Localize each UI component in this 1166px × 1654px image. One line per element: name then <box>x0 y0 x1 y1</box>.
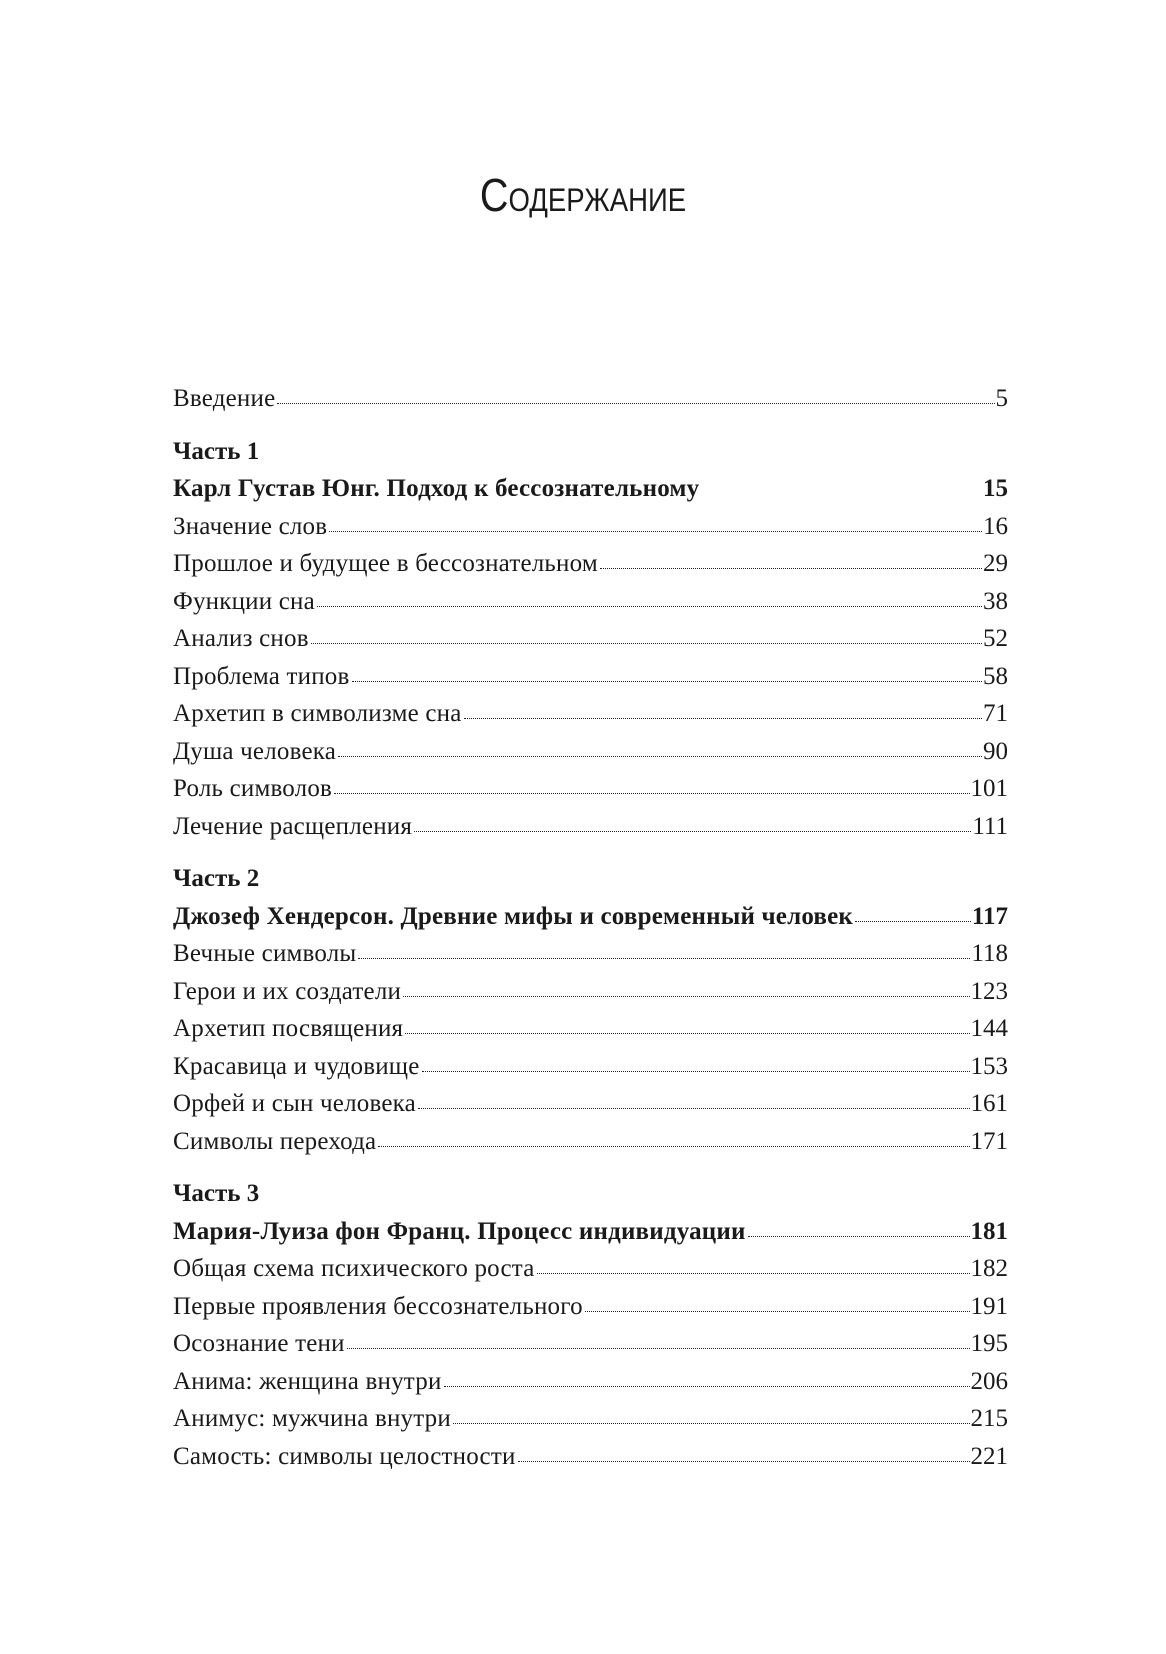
dot-leader <box>352 681 982 682</box>
dot-leader <box>464 718 982 719</box>
toc-entry-page: 90 <box>983 737 1008 765</box>
dot-leader <box>418 1108 970 1109</box>
toc-entry-label: Функции сна <box>173 587 315 615</box>
toc-entry-page: 29 <box>983 550 1008 577</box>
toc-entry-page: 16 <box>983 512 1008 540</box>
dot-leader <box>338 756 982 757</box>
toc-entry-page: 191 <box>970 1292 1008 1320</box>
toc-entry-page: 58 <box>983 662 1008 690</box>
dot-leader <box>405 1033 969 1034</box>
toc-entry[interactable] <box>173 1010 1008 1048</box>
toc-entry[interactable] <box>173 545 1008 583</box>
toc-entry-page: 206 <box>970 1367 1008 1395</box>
toc-entry[interactable] <box>173 1325 1008 1363</box>
toc-entry-label: Красавица и чудовище <box>173 1052 420 1080</box>
toc-entry-label: Анимус: мужчина внутри <box>173 1405 451 1432</box>
toc-entry[interactable] <box>173 1123 1008 1161</box>
toc-entry-page: 71 <box>983 700 1008 727</box>
part-heading: Часть 3 <box>173 1180 260 1207</box>
toc-entry[interactable] <box>173 1363 1008 1401</box>
toc-entry[interactable] <box>173 583 1008 621</box>
toc-entry-page: 123 <box>970 977 1008 1005</box>
dot-leader <box>453 1423 970 1424</box>
dot-leader <box>311 643 982 644</box>
toc-entry[interactable] <box>173 808 1008 846</box>
toc-entry-page: 5 <box>995 385 1008 412</box>
toc-entry-label: Архетип в символизме сна <box>173 700 462 727</box>
toc-entry-page: 161 <box>970 1090 1008 1117</box>
toc-entry[interactable] <box>173 1400 1008 1438</box>
toc-entry-label: Прошлое и будущее в бессознательном <box>173 550 598 577</box>
toc-entry-page: 52 <box>983 625 1008 652</box>
toc-entry[interactable] <box>173 508 1008 546</box>
dot-leader <box>334 793 969 794</box>
toc-entry-page: 117 <box>971 902 1008 930</box>
dot-leader <box>855 921 971 922</box>
toc-entry[interactable] <box>173 1438 1008 1476</box>
dot-leader <box>585 1311 970 1312</box>
toc-entry[interactable] <box>173 1085 1008 1123</box>
toc-entry-label: Джозеф Хендерсон. Древние мифы и современный человек <box>173 902 853 930</box>
part-heading: Часть 1 <box>173 437 260 465</box>
toc-entry-page: 181 <box>970 1217 1008 1245</box>
dot-leader <box>403 996 969 997</box>
toc-entry-page: 182 <box>970 1255 1008 1282</box>
toc-entry-label: Осознание тени <box>173 1330 345 1357</box>
toc-entry-page: 111 <box>972 812 1008 840</box>
dot-leader <box>518 1461 970 1462</box>
dot-leader <box>277 403 994 404</box>
toc-entry-label: Архетип посвящения <box>173 1015 404 1042</box>
toc-entry-label: Роль символов <box>173 775 333 802</box>
dot-leader <box>414 831 971 832</box>
toc-entry[interactable] <box>173 973 1008 1011</box>
toc-entry-label: Герои и их создатели <box>173 977 402 1005</box>
toc-entry[interactable] <box>173 935 1008 973</box>
page-title: Содержание <box>479 169 687 221</box>
toc-entry-page: 144 <box>970 1015 1008 1042</box>
toc-chapter-entry[interactable] <box>173 898 1008 936</box>
toc-entry-page: 38 <box>983 587 1008 615</box>
toc-entry-page: 15 <box>983 475 1008 502</box>
toc-chapter-entry[interactable] <box>173 1213 1008 1251</box>
dot-leader <box>347 1348 970 1349</box>
toc-entry-page: 215 <box>970 1405 1008 1432</box>
toc-entry-label: Общая схема психического роста <box>173 1255 535 1282</box>
dot-leader <box>317 606 982 607</box>
toc-entry-label: Орфей и сын человека <box>173 1090 416 1117</box>
toc-entry-label: Карл Густав Юнг. Подход к бессознательному <box>173 475 700 502</box>
toc-entry-label: Анима: женщина внутри <box>173 1367 442 1395</box>
dot-leader <box>537 1273 970 1274</box>
dot-leader <box>358 958 970 959</box>
dot-leader <box>748 1236 970 1237</box>
toc-entry-label: Символы перехода <box>173 1127 377 1155</box>
toc-entry-label: Лечение расщепления <box>173 812 413 840</box>
dot-leader <box>444 1386 970 1387</box>
toc-entry[interactable] <box>173 1048 1008 1086</box>
toc-entry-label: Значение слов <box>173 512 328 540</box>
toc-entry[interactable] <box>173 770 1008 808</box>
toc-parts <box>173 433 1008 1476</box>
table-of-contents <box>173 380 1008 1475</box>
toc-entry[interactable] <box>173 695 1008 733</box>
toc-entry-label: Первые проявления бессознательного <box>173 1292 583 1320</box>
toc-entry[interactable] <box>173 1288 1008 1326</box>
toc-entry-label: Вечные символы <box>173 940 357 967</box>
toc-entry[interactable] <box>173 733 1008 771</box>
dot-leader <box>378 1146 969 1147</box>
toc-entry-label: Душа человека <box>173 737 337 765</box>
toc-entry-page: 171 <box>970 1127 1008 1155</box>
toc-entry-label: Проблема типов <box>173 662 350 690</box>
toc-entry[interactable] <box>173 658 1008 696</box>
toc-entry-label: Введение <box>173 385 276 412</box>
toc-entry-page: 118 <box>971 940 1008 967</box>
toc-entry-page: 195 <box>970 1330 1008 1357</box>
dot-leader <box>422 1071 970 1072</box>
toc-chapter-entry[interactable] <box>173 470 1008 508</box>
toc-entry-label: Мария-Луиза фон Франц. Процесс индивидуации <box>173 1217 746 1245</box>
toc-entry-intro[interactable] <box>173 380 1008 418</box>
toc-entry-page: 101 <box>970 775 1008 802</box>
part-heading: Часть 2 <box>173 865 260 892</box>
toc-entry-label: Анализ снов <box>173 625 309 652</box>
dot-leader <box>329 531 982 532</box>
dot-leader <box>600 568 982 569</box>
toc-entry-page: 221 <box>970 1442 1008 1470</box>
toc-entry-page: 153 <box>970 1052 1008 1080</box>
toc-entry[interactable] <box>173 1250 1008 1288</box>
toc-entry[interactable] <box>173 620 1008 658</box>
toc-entry-label: Самость: символы целостности <box>173 1442 516 1470</box>
